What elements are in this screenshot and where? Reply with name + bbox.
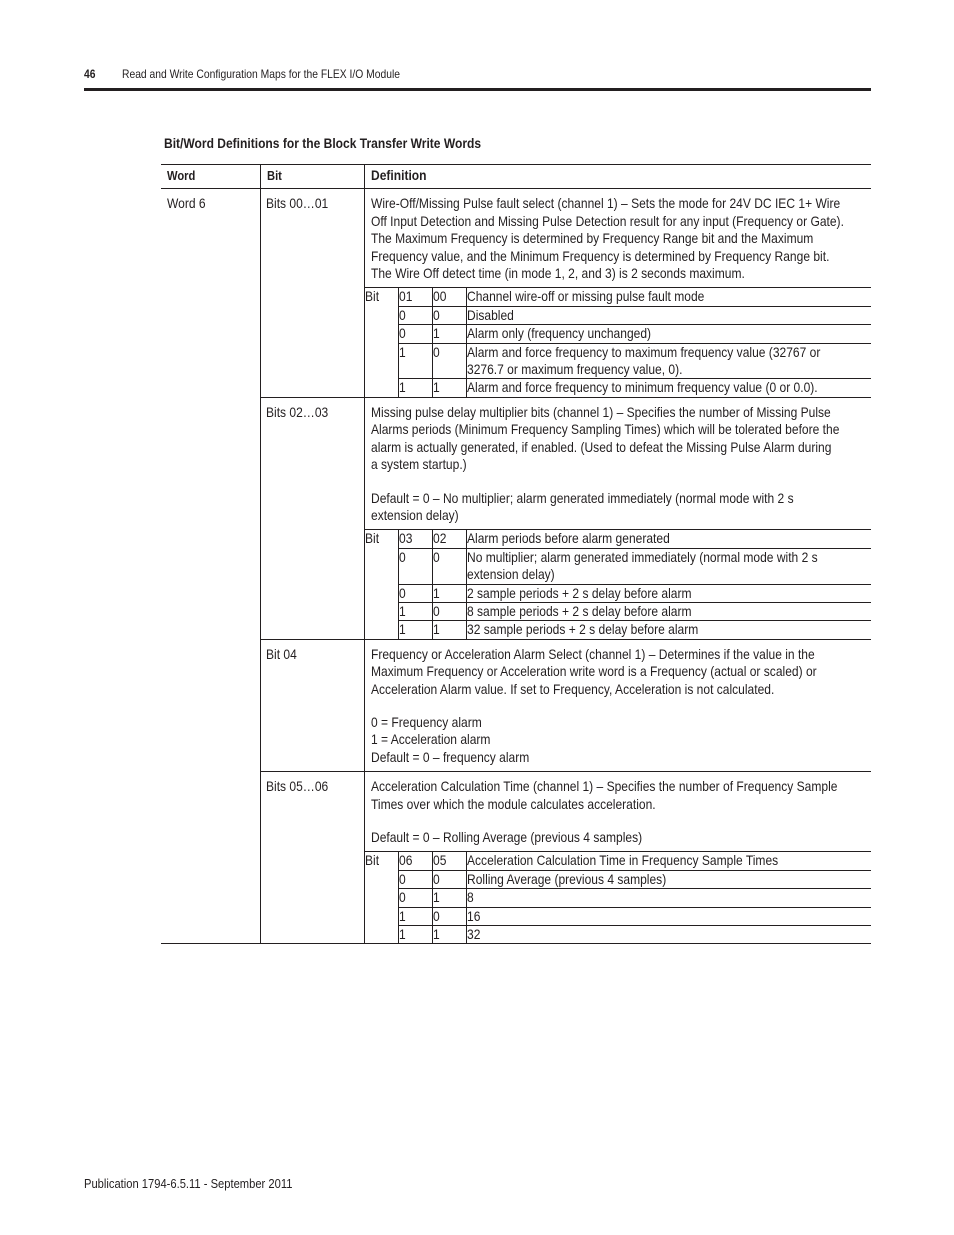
table-row bbox=[161, 639, 871, 771]
bit-cell: Bit 04 bbox=[260, 639, 364, 771]
bit-values-subtable bbox=[365, 287, 872, 396]
definition-text: Frequency or Acceleration Alarm Select (channel 1) – Determines if the value in the Maximum Frequency or Acceleration write word is a Frequency (actual or scaled) or Acceleration Alarm value. If set to Frequency, Acceleration is not calculated. 0 = Frequency alarm 1 = Acceleration alarm Default = 0 – frequency alarm bbox=[370, 645, 817, 765]
mode-description-cell: 2 sample periods + 2 s delay before alarm bbox=[467, 584, 872, 602]
subtable-empty-cell bbox=[365, 548, 399, 584]
word-cell: Word 6 bbox=[161, 189, 260, 944]
definition-cell bbox=[364, 397, 871, 639]
mode-description-cell: No multiplier; alarm generated immediately (normal mode with 2 s extension delay) bbox=[467, 548, 872, 584]
subtable-empty-cell bbox=[365, 325, 399, 343]
subtable-empty-cell bbox=[365, 870, 399, 888]
bit-value-cell: 1 bbox=[399, 343, 433, 379]
bit-value-cell: 0 bbox=[433, 548, 467, 584]
subtable-header-row bbox=[365, 852, 872, 870]
bit-word-definitions-table bbox=[161, 164, 871, 944]
subtable-row bbox=[365, 926, 872, 944]
subtable-row bbox=[365, 548, 872, 584]
column-header-bit: Bit bbox=[260, 165, 364, 189]
bit-cell: Bits 02…03 bbox=[260, 397, 364, 639]
subtable-header-row bbox=[365, 288, 872, 306]
column-header-word: Word bbox=[161, 165, 260, 189]
bit-value-cell: 1 bbox=[399, 602, 433, 620]
mode-description-cell: Rolling Average (previous 4 samples) bbox=[467, 870, 872, 888]
subtable-empty-cell bbox=[365, 584, 399, 602]
subtable-header-row bbox=[365, 530, 872, 548]
table-row bbox=[161, 397, 871, 639]
subtable-row bbox=[365, 870, 872, 888]
definition-cell bbox=[364, 189, 871, 397]
subtable-header-cell: Bit bbox=[365, 530, 399, 548]
bit-value-cell: 0 bbox=[399, 548, 433, 584]
bit-value-cell: 1 bbox=[433, 621, 467, 639]
mode-description-cell: 32 bbox=[467, 926, 872, 944]
subtable-row bbox=[365, 889, 872, 907]
subtable-row bbox=[365, 907, 872, 925]
subtable-row bbox=[365, 379, 872, 397]
subtable-row bbox=[365, 621, 872, 639]
subtable-header-cell: 00 bbox=[433, 288, 467, 306]
mode-description-cell: Disabled bbox=[467, 306, 872, 324]
bit-value-cell: 0 bbox=[433, 907, 467, 925]
subtable-header-cell: Alarm periods before alarm generated bbox=[467, 530, 872, 548]
subtable-header-cell: Bit bbox=[365, 852, 399, 870]
bit-value-cell: 1 bbox=[399, 926, 433, 944]
subtable-empty-cell bbox=[365, 602, 399, 620]
bit-value-cell: 1 bbox=[433, 889, 467, 907]
mode-description-cell: Alarm and force frequency to maximum frequency value (32767 or 3276.7 or maximum frequency value, 0). bbox=[467, 343, 872, 379]
bit-value-cell: 0 bbox=[399, 306, 433, 324]
mode-description-cell: 32 sample periods + 2 s delay before alarm bbox=[467, 621, 872, 639]
bit-value-cell: 1 bbox=[433, 926, 467, 944]
table-row bbox=[161, 772, 871, 944]
bit-value-cell: 0 bbox=[433, 343, 467, 379]
bit-cell: Bits 05…06 bbox=[260, 772, 364, 944]
bit-value-cell: 0 bbox=[433, 870, 467, 888]
bit-cell: Bits 00…01 bbox=[260, 189, 364, 397]
subtable-empty-cell bbox=[365, 889, 399, 907]
table-row bbox=[161, 189, 871, 397]
definition-cell bbox=[364, 772, 871, 944]
subtable-row bbox=[365, 343, 872, 379]
subtable-header-cell: 01 bbox=[399, 288, 433, 306]
definition-text: Acceleration Calculation Time (channel 1) – Specifies the number of Frequency Sample Times over which the module calculates acceleration. Default = 0 – Rolling Average (previous 4 samples) bbox=[370, 778, 837, 845]
subtable-empty-cell bbox=[365, 926, 399, 944]
bit-value-cell: 1 bbox=[433, 325, 467, 343]
bit-value-cell: 1 bbox=[399, 907, 433, 925]
table-header-row bbox=[161, 165, 871, 189]
bit-value-cell: 0 bbox=[433, 602, 467, 620]
mode-description-cell: Alarm and force frequency to minimum frequency value (0 or 0.0). bbox=[467, 379, 872, 397]
bit-value-cell: 0 bbox=[399, 889, 433, 907]
bit-value-cell: 0 bbox=[399, 584, 433, 602]
bit-values-subtable bbox=[365, 851, 872, 943]
page-number: 46 bbox=[84, 67, 96, 81]
page-header bbox=[84, 66, 871, 91]
subtable-header-cell: Bit bbox=[365, 288, 399, 306]
bit-value-cell: 0 bbox=[399, 325, 433, 343]
subtable-row bbox=[365, 584, 872, 602]
subtable-header-cell: Channel wire-off or missing pulse fault mode bbox=[467, 288, 872, 306]
running-title: Read and Write Configuration Maps for the FLEX I/O Module bbox=[122, 67, 401, 81]
subtable-header-cell: 05 bbox=[433, 852, 467, 870]
subtable-empty-cell bbox=[365, 621, 399, 639]
bit-value-cell: 1 bbox=[433, 379, 467, 397]
publication-footer: Publication 1794-6.5.11 - September 2011 bbox=[84, 1176, 293, 1191]
subtable-header-cell: Acceleration Calculation Time in Frequency Sample Times bbox=[467, 852, 872, 870]
subtable-row bbox=[365, 306, 872, 324]
column-header-definition: Definition bbox=[364, 165, 871, 189]
bit-value-cell: 1 bbox=[399, 621, 433, 639]
subtable-row bbox=[365, 325, 872, 343]
mode-description-cell: 16 bbox=[467, 907, 872, 925]
subtable-row bbox=[365, 602, 872, 620]
definition-cell bbox=[364, 639, 871, 771]
definition-text: Missing pulse delay multiplier bits (channel 1) – Specifies the number of Missing Pulse Alarms periods (Minimum Frequency Sampling Times) which will be tolerated before the alarm is actually generated, if enabled. (Used to defeat the Missing Pulse Alarm during a system startup.) Default = 0 – No multiplier; alarm generated immediately (normal mode with 2 s extension delay) bbox=[370, 403, 839, 523]
bit-value-cell: 0 bbox=[433, 306, 467, 324]
mode-description-cell: Alarm only (frequency unchanged) bbox=[467, 325, 872, 343]
subtable-header-cell: 02 bbox=[433, 530, 467, 548]
bit-value-cell: 1 bbox=[433, 584, 467, 602]
subtable-header-cell: 03 bbox=[399, 530, 433, 548]
bit-values-subtable bbox=[365, 529, 872, 638]
subtable-empty-cell bbox=[365, 379, 399, 397]
subtable-header-cell: 06 bbox=[399, 852, 433, 870]
subtable-empty-cell bbox=[365, 306, 399, 324]
table-title: Bit/Word Definitions for the Block Transfer Write Words bbox=[164, 135, 482, 151]
subtable-empty-cell bbox=[365, 907, 399, 925]
mode-description-cell: 8 sample periods + 2 s delay before alarm bbox=[467, 602, 872, 620]
bit-value-cell: 1 bbox=[399, 379, 433, 397]
mode-description-cell: 8 bbox=[467, 889, 872, 907]
bit-value-cell: 0 bbox=[399, 870, 433, 888]
definition-text: Wire-Off/Missing Pulse fault select (channel 1) – Sets the mode for 24V DC IEC 1+ Wire Off Input Detection and Missing Pulse Detection result for any input (Frequency or Gate). The Maximum Frequency is determined by Frequency Range bit and the Maximum Frequency value, and the Minimum Frequency is determined by Frequency Range bit. The Wire Off detect time (in mode 1, 2, and 3) is 2 seconds maximum. bbox=[370, 195, 844, 282]
subtable-empty-cell bbox=[365, 343, 399, 379]
